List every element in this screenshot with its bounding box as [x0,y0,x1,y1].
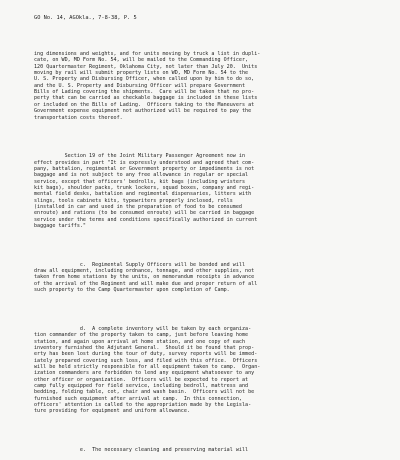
text-line: (installed in car and used in the preparation of food to be consumed [34,203,242,210]
text-line: ture providing for equipment and uniform allowance. [34,408,190,415]
paragraph-e-cleaning-material [34,447,388,453]
text-line: service under the terms and conditions specifically authorized in current [34,216,258,223]
text-line: c. Regimental Supply Officers will be bonded and will [34,261,246,268]
text-line: ing dimensions and weights, and for units moving by truck a list in dupli- [34,51,261,58]
text-line: draw all equipment, including ordnance, tonnage, and other supplies, not [34,268,255,275]
page-header: GO No. 14, AGOkla., 7-8-38, P. 5 [34,14,137,21]
text-line: other officer or organization. Officers will be expected to report at [34,376,249,383]
text-line: mental field desks, battalion and regimental dispensaries, litters with [34,191,252,198]
text-line: U. S. Property and Disbursing Officer, when called upon by him to do so, [34,76,255,83]
text-line: perty that can be carried as checkable baggage is included in these lists [34,95,258,102]
text-line: service, except that officers' bedrolls, kit bags (including wristers [34,178,246,185]
text-line: 120 Quartermaster Regiment, Oklahoma City, not later than July 20. Units [34,63,258,70]
paragraph-shipping-lists [34,51,388,121]
text-line: officers' attention is called to the appropriation made by the Legisla- [34,401,252,408]
text-line: of the arrival of the Regiment and will make due and proper return of all [34,280,258,287]
text-line: such property to the Camp Quartermaster upon completion of Camp. [34,287,230,294]
text-line: baggage and is not subject to any free allowance in regular or special [34,172,249,179]
text-line: Government expense equipment not authorized will be required to pay the [34,108,252,115]
text-line: inventory furnished the Adjutant General. Should it be found that prop- [34,344,255,351]
text-line: effect provides in part "It is expressly understood and agreed that com- [34,159,255,166]
text-line: pany, battalion, regimental or Government property or impediments is not [34,165,255,172]
text-line: kit bags), shoulder packs, trunk lockers, squad boxes, company and regi- [34,184,255,191]
paragraph-d-inventory [34,326,388,415]
text-line: moving by rail will submit property lists on WD, MD Form No. 54 to the [34,70,249,77]
text-line: or included on the Bills of Lading. Officers taking to the Maneuvers at [34,101,255,108]
text-line: e. The necessary cleaning and preserving material will [34,447,249,453]
text-line: enroute) and rations (to be consumed enroute) will be carried in baggage [34,210,255,217]
text-line: station, and again upon arrival at home station, and one copy of each [34,338,246,345]
text-line: d. A complete inventory will be taken by each organiza- [34,325,252,332]
text-line: will be held strictly responsible for all equipment taken to camp. Organ- [34,363,261,370]
text-line: erty has been lost during the tour of duty, survey reports will be immed- [34,351,258,358]
text-line: cate, on WD, MD Form No. 54, will be mailed to the Commanding Officer, [34,57,249,64]
text-line: Bills of Lading covering the shipments. Care will be taken that no pro- [34,89,255,96]
text-line: bedding, folding table, cot, chair and wash basin. Officers will not be [34,389,255,396]
text-line: ization commanders are forbidden to lend any equipment whatsoever to any [34,370,255,377]
text-line: Section 19 of the Joint Military Passenger Agreement now in [34,153,246,160]
text-line: taken from home stations by the units, on memorandum receipts in advance [34,274,255,281]
text-line: tion commander of the property taken to camp, just before leaving home [34,332,249,339]
text-line: transportation costs thereof. [34,114,123,121]
text-line: and the U. S. Property and Disbursing Officer will prepare Government [34,82,246,89]
paragraph-baggage-agreement [34,153,388,229]
paragraph-c-supply-officers [34,262,388,294]
text-line: camp fully equipped for field service, including bedroll, mattress and [34,382,249,389]
text-line: iately prepared covering such loss, and filed with this office. Officers [34,357,258,364]
text-line: furnished such equipment after arrival at camp. In this connection, [34,395,242,402]
text-line: slings, tools cabinets kits, typewriters properly inclosed, rolls [34,197,233,204]
text-line: baggage tariffs." [34,223,86,229]
